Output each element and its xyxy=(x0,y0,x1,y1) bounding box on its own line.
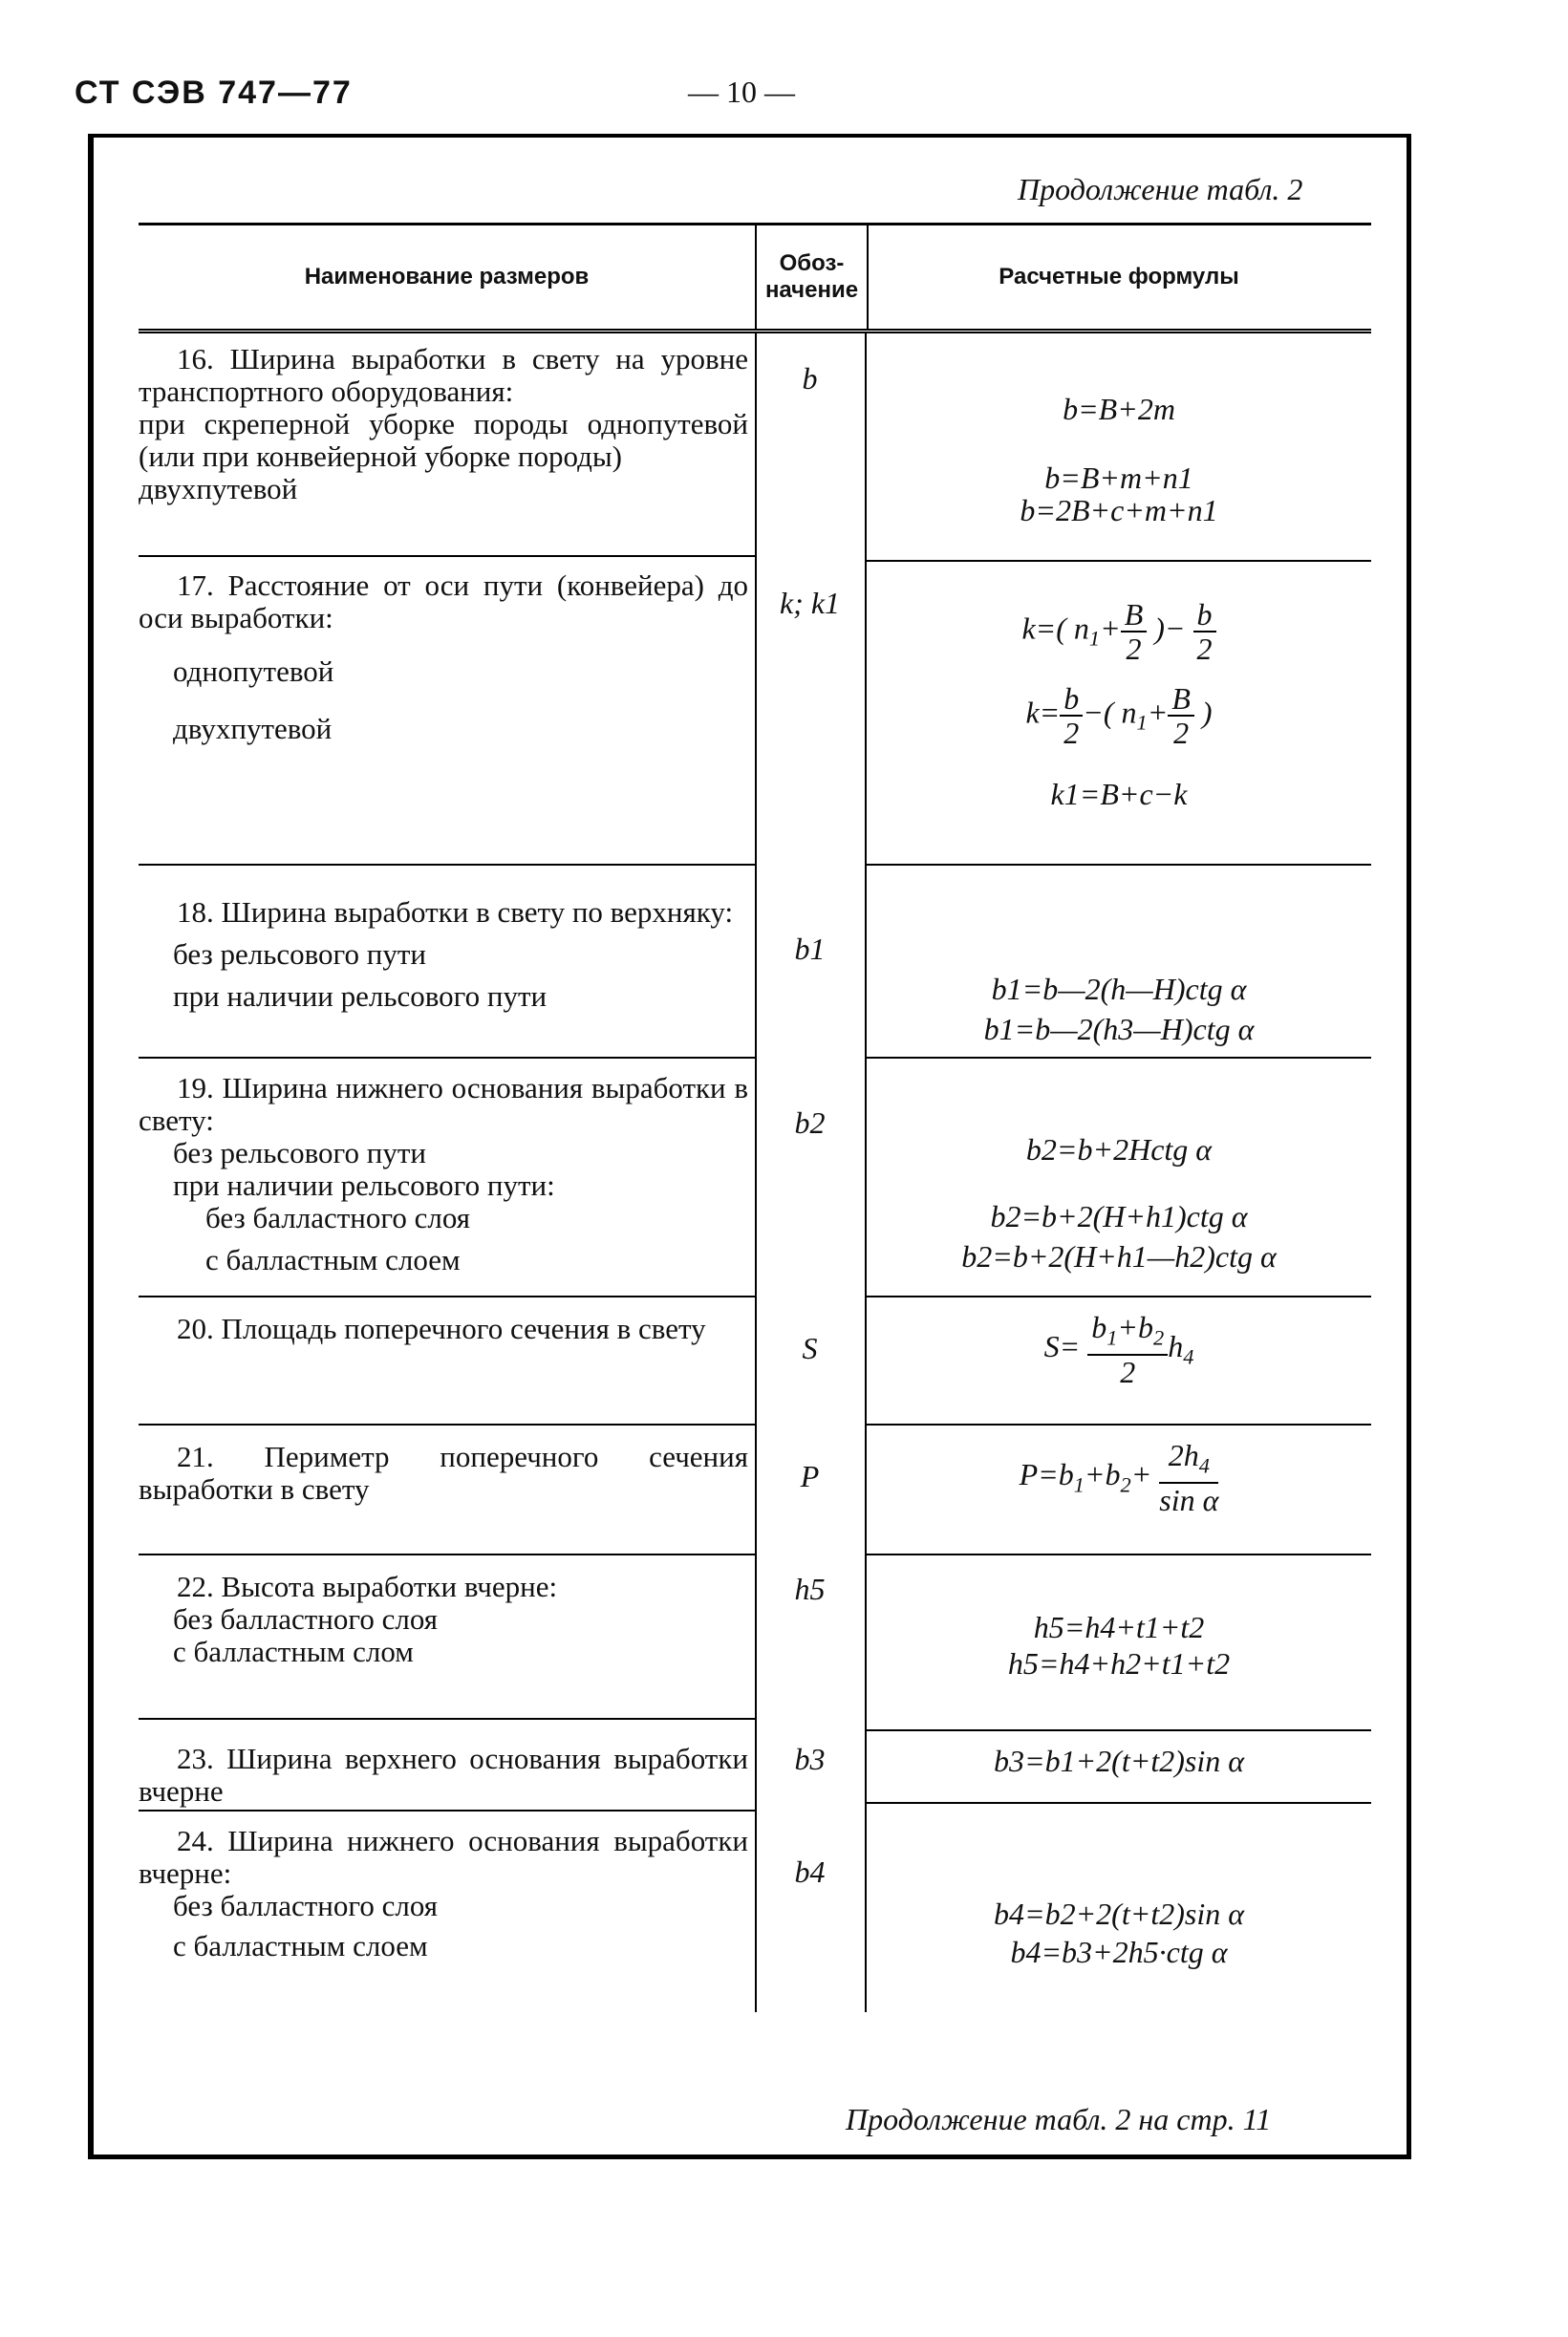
row-23-name: 23. Ширина верхнего основания выработки вчерне xyxy=(139,1742,748,1808)
row-24-symbol: b4 xyxy=(794,1855,826,1889)
formula-table xyxy=(139,223,1371,2012)
column-header-formula: Расчетные формулы xyxy=(999,264,1239,289)
row-16-name: 16. Ширина выработки в свету на уровне транспортного оборудования: при скреперной уборке породы однопутевой (или при конвейерной уборке породы) двухпутевой xyxy=(139,342,748,505)
formula-perimeter: $P=b_1+b_2+$ $\frac{2h_4}{\text{sin α}}$ xyxy=(1019,1438,1219,1518)
table-row: 18. Ширина выработки в свету по верхняку: без рельсового пути при наличии рельсового пути b1 b1=b—2(h—H)ctg α b1=b—2(h3—H)ctg α xyxy=(139,885,1371,1076)
table-row: 24. Ширина нижнего основания выработки вчерне: без балластного слоя с балластным слоем b4 b4=b2+2(t+t2)sin α b4=b3+2h5·ctg α xyxy=(139,1812,1371,2012)
row-22-symbol: h5 xyxy=(794,1572,826,1606)
row-21-symbol: P xyxy=(800,1459,820,1493)
row-20-symbol: S xyxy=(802,1331,818,1365)
column-header-symbol: Обоз- начение xyxy=(755,225,869,329)
formula-area: S= $\frac{b_1+b_2}{2}$ $h_4$ xyxy=(1043,1310,1194,1390)
row-22-name: 22. Высота выработки вчерне: без балластного слоя с балластным слом xyxy=(173,1570,558,1668)
table-row: 23. Ширина верхнего основания выработки вчерне b3 b3=b1+2(t+t2)sin α xyxy=(139,1729,1371,1855)
table-row: 22. Высота выработки вчерне: без балластного слоя с балластным слом h5 h5=h4+t1+t2 h5=h4+h2+t1+t2 xyxy=(139,1555,1371,1739)
column-header-name: Наименование размеров xyxy=(304,264,590,289)
row-19-name: 19. Ширина нижнего основания выработки в свету: без рельсового пути при наличии рельсового пути: без балластного слоя с балластным слоем xyxy=(139,1071,748,1276)
standard-number: СТ СЭВ 747—77 xyxy=(75,75,353,111)
table-row xyxy=(139,1297,1371,1443)
table-row xyxy=(139,1426,1371,1573)
table-header xyxy=(139,223,1371,333)
row-17-symbol: k; k1 xyxy=(779,586,841,620)
continuation-top: Продолжение табл. 2 xyxy=(1018,172,1303,206)
table-row: 17. Расстояние от оси пути (конвейера) до оси выработки: однопутевой двухпутевой k; k1 k=( $n_1+$ $\frac{B}{2}$ )− $\frac{b}{2}$ k= $\frac{b}{2}$ −( $n_1+$ $\frac{B}{2}$ ) k1=B+c−k xyxy=(139,560,1371,885)
table-row: 19. Ширина нижнего основания выработки в свету: без рельсового пути при наличии рельсового пути: без балластного слоя с балластным слоем b2 b2=b+2Hctg α b2=b+2(H+h1)ctg α b2=b+2(H+h1—h2)ctg α xyxy=(139,1059,1371,1315)
table-row: 16. Ширина выработки в свету на уровне транспортного оборудования: при скреперной уборке породы однопутевой (или при конвейерной уборке породы) двухпутевой b b=B+2m b=B+m+n1 b=2B+c+m+n1 xyxy=(139,333,1371,579)
row-19-symbol: b2 xyxy=(794,1105,826,1140)
row-23-symbol: b3 xyxy=(794,1742,826,1776)
row-18-name: 18. Ширина выработки в свету по верхняку: без рельсового пути при наличии рельсового пути xyxy=(173,895,734,1013)
row-18-symbol: b1 xyxy=(794,932,826,966)
continuation-bottom: Продолжение табл. 2 на стр. 11 xyxy=(846,2102,1272,2136)
row-21-name: 21. Периметр поперечного сечения выработки в свету xyxy=(139,1440,748,1506)
page-number: — 10 — xyxy=(688,75,795,109)
row-16-symbol: b xyxy=(802,361,818,396)
row-20-name: 20. Площадь поперечного сечения в свету xyxy=(177,1312,706,1345)
formula-k-single: k=( $n_1+$ $\frac{B}{2}$ )− $\frac{b}{2}$ xyxy=(867,598,1371,665)
formula-k-double: k= $\frac{b}{2}$ −( $n_1+$ $\frac{B}{2}$ ) xyxy=(1025,681,1213,750)
row-17-name: 17. Расстояние от оси пути (конвейера) до оси выработки: однопутевой двухпутевой xyxy=(139,568,748,745)
row-24-name: 24. Ширина нижнего основания выработки вчерне: без балластного слоя с балластным слоем xyxy=(139,1824,748,1962)
